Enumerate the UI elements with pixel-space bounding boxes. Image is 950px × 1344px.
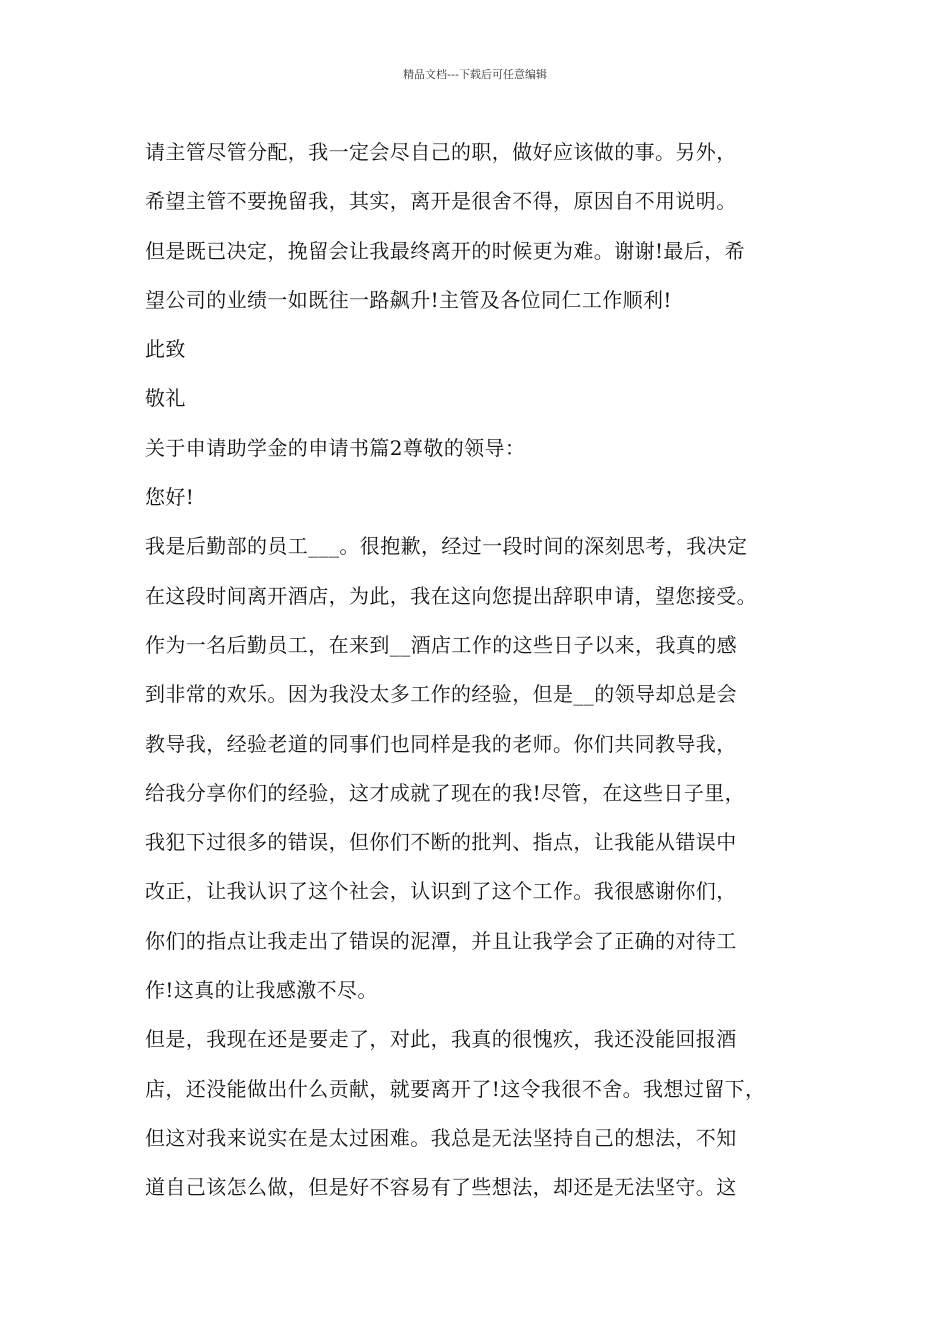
text-line: 我犯下过很多的错误，但你们不断的批判、指点，让我能从错误中 — [145, 830, 737, 855]
text-line: 作!这真的让我感激不尽。 — [145, 978, 378, 1003]
text-line: 作为一名后勤员工，在来到__酒店工作的这些日子以来，我真的感 — [145, 632, 737, 657]
text-line: 但是，我现在还是要走了，对此，我真的很愧疚，我还没能回报酒 — [145, 1027, 737, 1052]
text-line: 改正，让我认识了这个社会，认识到了这个工作。我很感谢你们， — [145, 879, 737, 904]
page-header: 精品文档---下载后可任意编辑 — [403, 68, 547, 81]
text-line: 教导我，经验老道的同事们也同样是我的老师。你们共同教导我， — [145, 731, 737, 756]
text-line: 你们的指点让我走出了错误的泥潭，并且让我学会了正确的对待工 — [145, 928, 737, 953]
text-line: 但是既已决定，挽留会让我最终离开的时候更为难。谢谢!最后，希 — [145, 238, 746, 263]
text-line: 店，还没能做出什么贡献，就要离开了!这令我很不舍。我想过留下， — [145, 1076, 766, 1101]
greeting: 您好! — [145, 485, 195, 510]
text-line: 在这段时间离开酒店，为此，我在这向您提出辞职申请，望您接受。 — [145, 583, 757, 608]
closing-regards: 敬礼 — [145, 386, 186, 411]
text-line: 到非常的欢乐。因为我没太多工作的经验，但是__的领导却总是会 — [145, 682, 737, 707]
text-line: 给我分享你们的经验，这才成就了现在的我!尽管，在这些日子里， — [145, 780, 746, 805]
closing-salutation: 此致 — [145, 337, 186, 362]
text-line: 但这对我来说实在是太过困难。我总是无法坚持自己的想法，不知 — [145, 1125, 737, 1150]
text-line: 望公司的业绩一如既往一路飙升!主管及各位同仁工作顺利! — [145, 287, 672, 312]
text-line: 道自己该怎么做，但是好不容易有了些想法，却还是无法坚守。这 — [145, 1175, 737, 1200]
text-line: 我是后勤部的员工___。很抱歉，经过一段时间的深刻思考，我决定 — [145, 534, 748, 559]
section-title: 关于申请助学金的申请书篇2尊敬的领导： — [145, 435, 526, 460]
text-line: 希望主管不要挽留我，其实，离开是很舍不得，原因自不用说明。 — [145, 189, 737, 214]
document-body — [145, 128, 825, 1213]
text-line: 请主管尽管分配，我一定会尽自己的职，做好应该做的事。另外， — [145, 140, 737, 164]
